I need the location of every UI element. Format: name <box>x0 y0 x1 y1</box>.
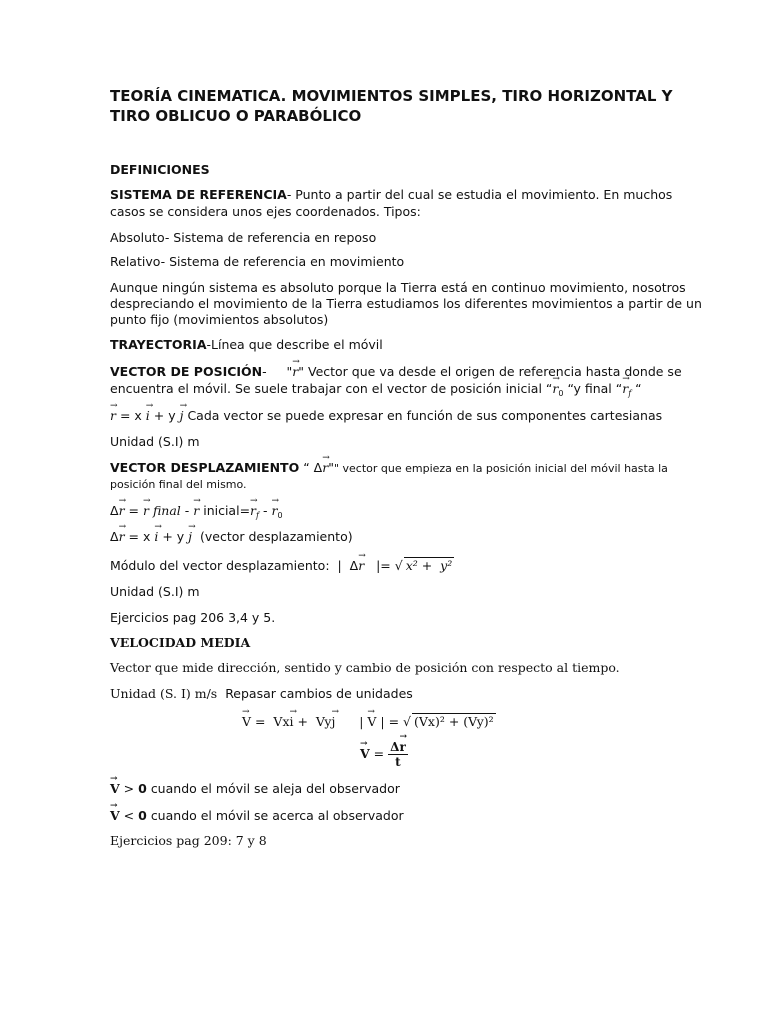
paragraph-absoluto: Absoluto- Sistema de referencia en reposo <box>110 230 377 245</box>
paragraph-sistema-referencia-cont: casos se considera unos ejes coordenados. Tipos: <box>110 204 421 219</box>
term-trayectoria: TRAYECTORIA <box>110 337 207 352</box>
document-title-line-2: TIRO OBLICUO O PARABÓLICO <box>110 107 362 125</box>
paragraph-sistema-referencia: SISTEMA DE REFERENCIA- Punto a partir del cual se estudia el movimiento. En muchos <box>110 187 673 202</box>
paragraph-aunque-3: punto fijo (movimientos absolutos) <box>110 312 329 327</box>
paragraph-velocidad-media-definicion: Vector que mide dirección, sentido y cambio de posición con respecto al tiempo. <box>110 660 620 675</box>
velocity-positive-statement: V → > 0 cuando el móvil se aleja del observador <box>110 781 400 797</box>
displacement-equation: Δr → = r → final - r → inicial=r $\to_f - r \to_0$ <box>110 503 283 524</box>
paragraph-aunque-1: Aunque ningún sistema es absoluto porque la Tierra está en continuo movimiento, nosotros <box>110 280 686 295</box>
paragraph-ejercicios-2: Ejercicios pag 209: 7 y 8 <box>110 833 267 848</box>
paragraph-vector-desplazamiento-cont: posición final del mismo. <box>110 478 247 491</box>
term-sistema-referencia: SISTEMA DE REFERENCIA <box>110 187 287 202</box>
position-vector-formula: r → = x i → + y j → Cada vector se puede expresar en función de sus componentes cartesianas <box>110 408 662 424</box>
paragraph-trayectoria: TRAYECTORIA-Línea que describe el móvil <box>110 337 383 352</box>
term-vector-posicion: VECTOR DE POSICIÓN <box>110 364 263 379</box>
paragraph-velocidad-media-unidad: Unidad (S. I) m/s Repasar cambios de unidades <box>110 686 413 701</box>
paragraph-unidad-1: Unidad (S.I) m <box>110 434 200 449</box>
mean-velocity-formula: V → = $\frac{\Delta r \to}{t}$ <box>360 740 408 769</box>
term-vector-desplazamiento: VECTOR DESPLAZAMIENTO <box>110 460 300 475</box>
paragraph-unidad-2: Unidad (S.I) m <box>110 584 200 599</box>
section-heading-velocidad-media: VELOCIDAD MEDIA <box>110 635 251 650</box>
paragraph-vector-posicion-cont: encuentra el móvil. Se suele trabajar con el vector de posición inicial “$r \to_0$ “y final “$r \to_f$ “ <box>110 381 642 402</box>
paragraph-aunque-2: despreciando el movimiento de la Tierra estudiamos los diferentes movimientos a partir de un <box>110 296 702 311</box>
displacement-modulus: Módulo del vector desplazamiento: | Δr → |= √ x² + y² <box>110 557 454 574</box>
velocity-vector-formula: V → = Vxi → + Vyj → | V → | = √ (Vx)² + (Vy)² <box>242 713 496 730</box>
section-heading-definiciones: DEFINICIONES <box>110 162 210 177</box>
paragraph-vector-desplazamiento: VECTOR DESPLAZAMIENTO “ Δr →"" vector que empieza en la posición inicial del móvil hasta la <box>110 460 668 477</box>
paragraph-vector-posicion: VECTOR DE POSICIÓN- "r →" Vector que va desde el origen de referencia hasta donde se <box>110 364 682 380</box>
velocity-negative-statement: V → < 0 cuando el móvil se acerca al observador <box>110 808 404 824</box>
displacement-components: Δr → = x i → + y j → (vector desplazamiento) <box>110 529 353 545</box>
paragraph-ejercicios-1: Ejercicios pag 206 3,4 y 5. <box>110 610 276 625</box>
paragraph-relativo: Relativo- Sistema de referencia en movimiento <box>110 254 405 269</box>
document-title-line-1: TEORÍA CINEMATICA. MOVIMIENTOS SIMPLES, TIRO HORIZONTAL Y <box>110 87 673 105</box>
